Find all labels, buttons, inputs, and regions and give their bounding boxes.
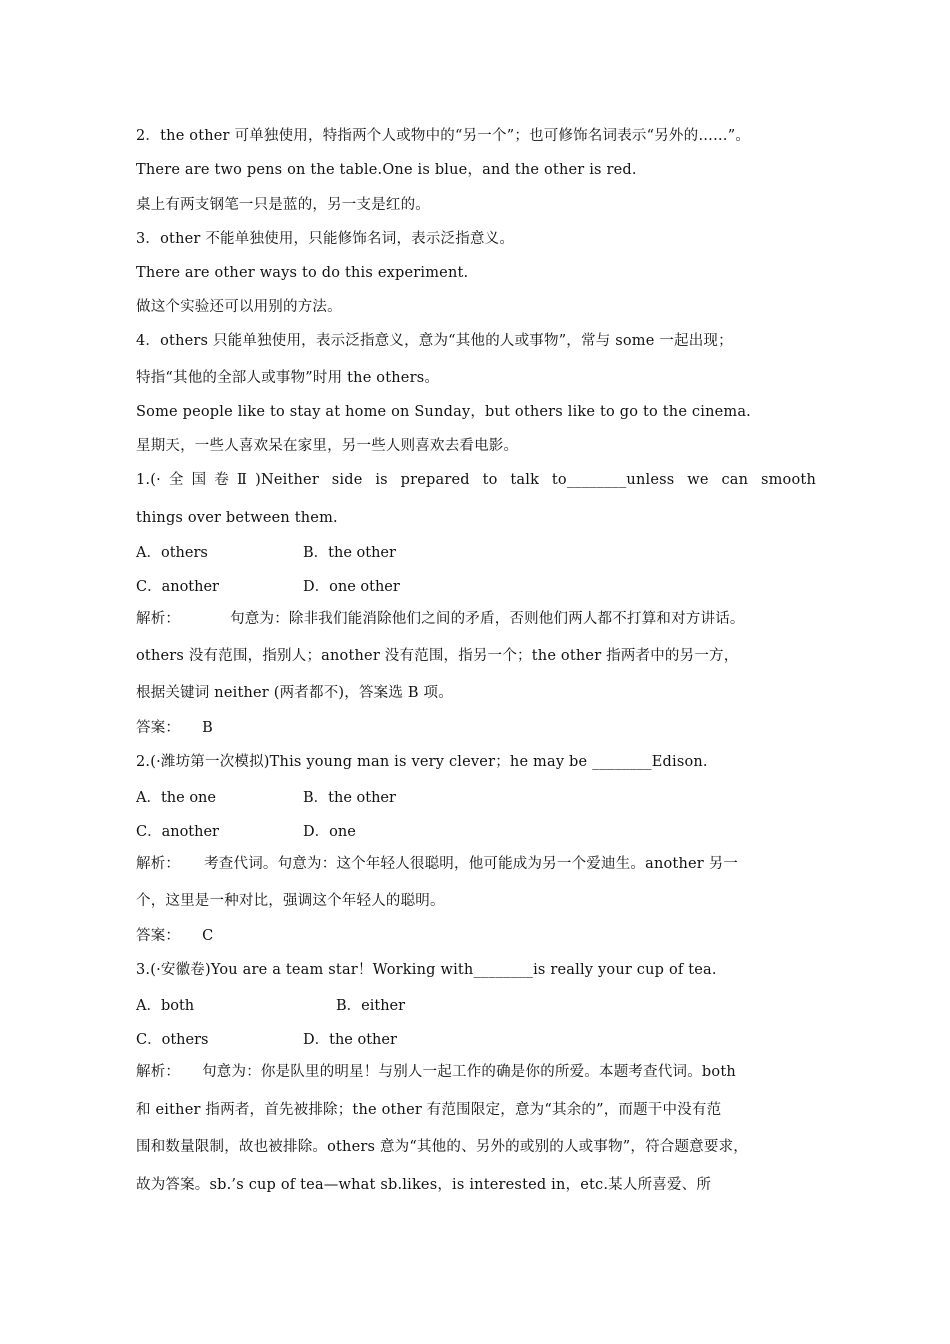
rule-4-example-en: Some people like to stay at home on Sunday，but others like to go to the cinema. (136, 404, 751, 420)
q1-option-a: A．others (136, 545, 208, 561)
q1-option-b: B．the other (303, 545, 396, 561)
q1-analysis-line-3: 根据关键词 neither (两者都不)，答案选 B 项。 (136, 685, 453, 701)
q1-analysis-line-2: others 没有范围，指别人；another 没有范围，指另一个；the other 指两者中的另一方， (136, 648, 739, 664)
q3-option-d: D．the other (303, 1032, 397, 1048)
rule-2-example-en: There are two pens on the table.One is blue，and the other is red. (136, 162, 637, 178)
q2-answer-label: 答案： (136, 928, 181, 944)
q1-answer-label: 答案： (136, 720, 181, 736)
q1-answer (136, 718, 816, 738)
q2-answer (136, 926, 816, 946)
q1-option-c: C．another (136, 579, 219, 595)
q2-stem: 2.(·潍坊第一次模拟)This young man is very clever；he may be ________Edison. (136, 754, 708, 770)
q3-option-c: C．others (136, 1032, 209, 1048)
q1-stem-line-2: things over between them. (136, 510, 338, 526)
q3-analysis-line-4: 故为答案。sb.’s cup of tea—what sb.likes，is interested in，etc.某人所喜爱、所 (136, 1177, 712, 1193)
q3-analysis-line-3: 围和数量限制，故也被排除。others 意为“其他的、另外的或别的人或事物”，符合题意要求， (136, 1139, 748, 1155)
q2-analysis-label: 解析： (136, 856, 181, 872)
q1-analysis-text-1: 句意为：除非我们能消除他们之间的矛盾，否则他们两人都不打算和对方讲话。 (230, 611, 745, 627)
q3-option-b: B．either (336, 998, 406, 1014)
q2-option-a: A．the one (136, 790, 216, 806)
q1-answer-value: B (202, 720, 213, 736)
q3-analysis-label: 解析： (136, 1064, 181, 1080)
q2-option-d: D．one (303, 824, 356, 840)
rule-3: 3．other 不能单独使用，只能修饰名词，表示泛指意义。 (136, 231, 515, 247)
q2-analysis-line-2: 个，这里是一种对比，强调这个年轻人的聪明。 (136, 893, 445, 909)
q1-analysis-label: 解析： (136, 611, 181, 627)
rule-2: 2．the other 可单独使用，特指两个人或物中的“另一个”；也可修饰名词表示“另外的……”。 (136, 128, 751, 144)
q3-analysis-text-1: 句意为：你是队里的明星！与别人一起工作的确是你的所爱。本题考查代词。both (202, 1064, 736, 1080)
q3-stem: 3.(·安徽卷)You are a team star！Working with________is really your cup of tea. (136, 962, 717, 978)
q2-answer-value: C (202, 928, 214, 944)
q1-option-d: D．one other (303, 579, 400, 595)
rule-4-example-cn: 星期天，一些人喜欢呆在家里，另一些人则喜欢去看电影。 (136, 438, 519, 454)
q3-analysis-line-2: 和 either 指两者，首先被排除；the other 有范围限定，意为“其余的”，而题干中没有范 (136, 1102, 722, 1118)
rule-3-example-en: There are other ways to do this experiment. (136, 265, 469, 281)
q3-option-a: A．both (136, 998, 195, 1014)
rule-2-example-cn: 桌上有两支钢笔一只是蓝的，另一支是红的。 (136, 197, 430, 213)
q3-analysis-line-1 (136, 1062, 816, 1082)
rule-3-example-cn: 做这个实验还可以用别的方法。 (136, 299, 342, 315)
q2-analysis-line-1 (136, 854, 816, 874)
q2-option-b: B．the other (303, 790, 396, 806)
q2-analysis-text-1: 考查代词。句意为：这个年轻人很聪明，他可能成为另一个爱迪生。another 另一 (204, 856, 739, 872)
q1-analysis-line-1 (136, 609, 816, 629)
q1-stem-line-1: 1.(·全国卷Ⅱ)Neither side is prepared to talk to________unless we can smooth (136, 472, 816, 488)
q2-option-c: C．another (136, 824, 219, 840)
rule-4-line-1: 4．others 只能单独使用，表示泛指意义，意为“其他的人或事物”，常与 some 一起出现； (136, 333, 733, 349)
rule-4-line-2: 特指“其他的全部人或事物”时用 the others。 (136, 370, 440, 386)
